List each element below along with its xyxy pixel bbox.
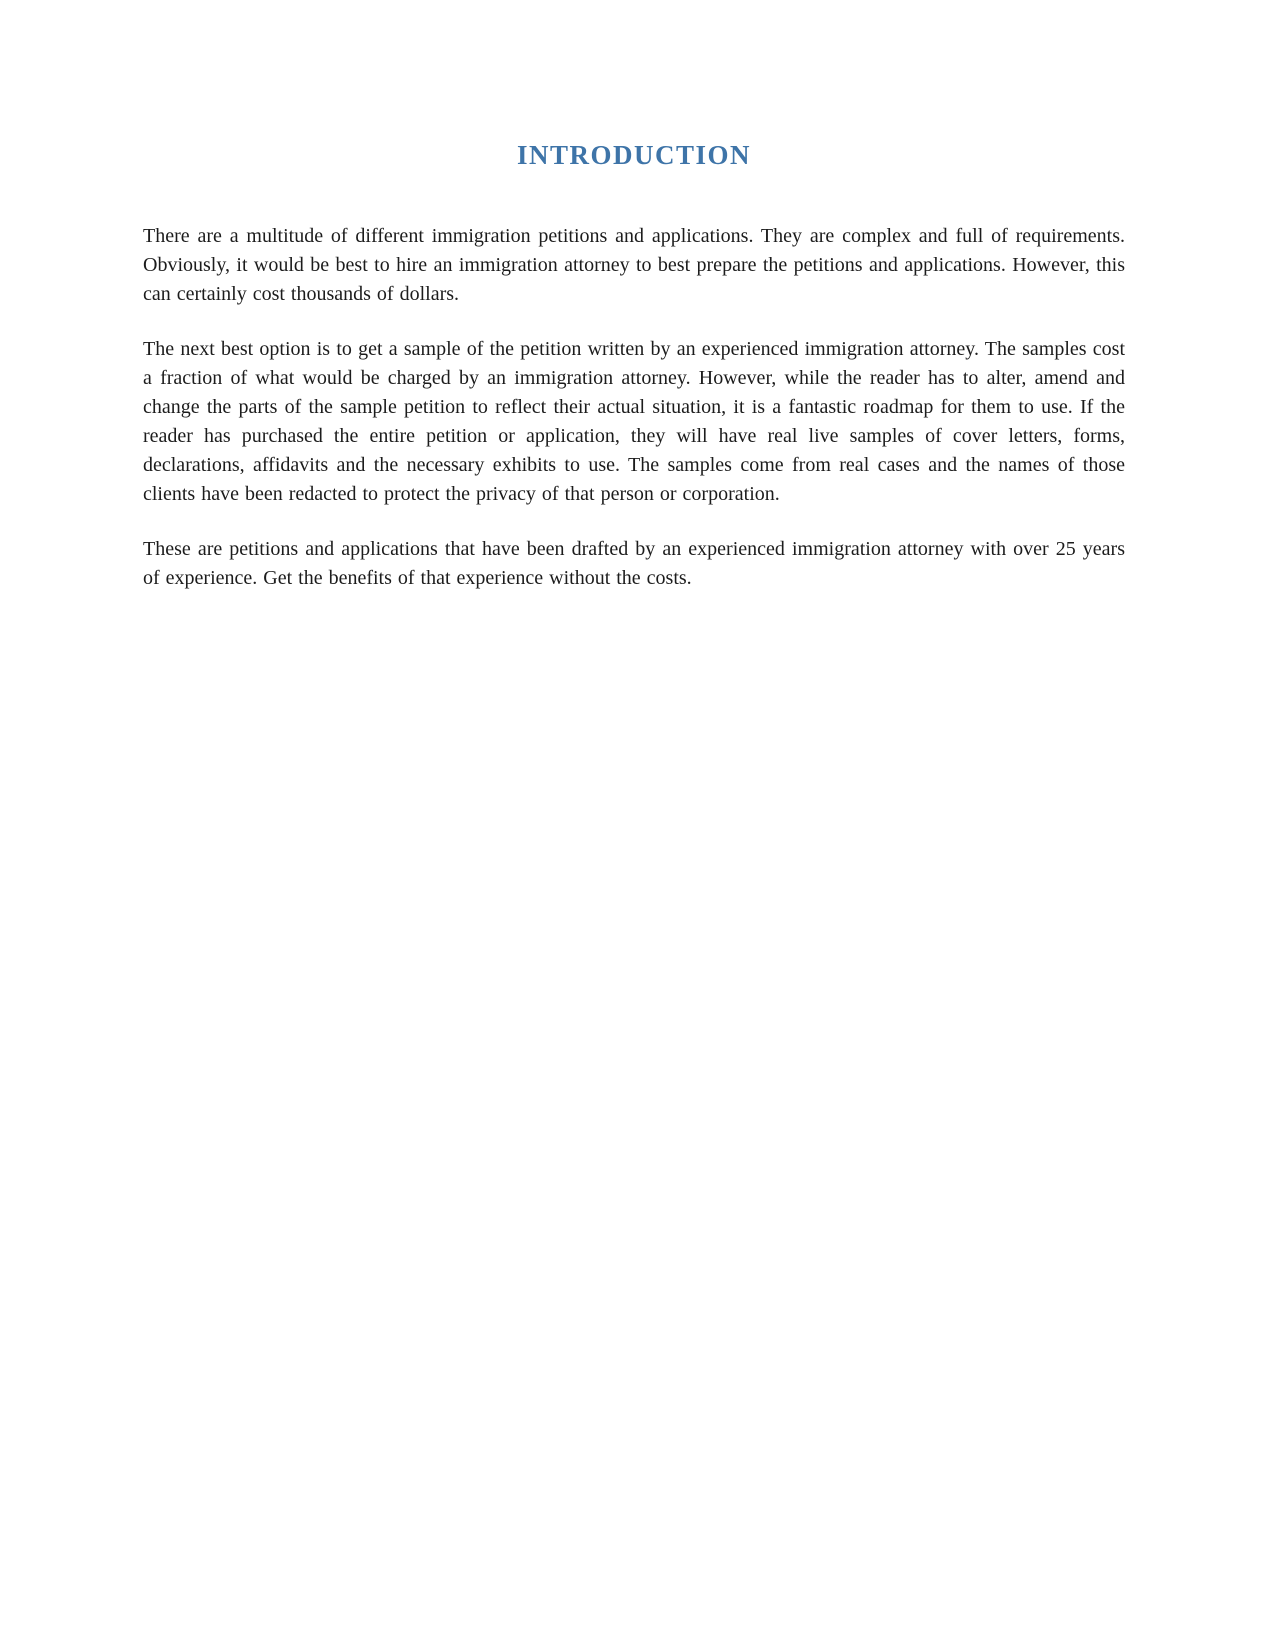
paragraph-2: The next best option is to get a sample of the petition written by an experienced immigration attorney. The samples cost a fraction of what would be charged by an immigration attorney. However, while the reader has to alter, amend and change the parts of the sample petition to reflect their actual situation, it is a fantastic roadmap for them to use. If the reader has purchased the entire petition or application, they will have real live samples of cover letters, forms, declarations, affidavits and the necessary exhibits to use. The samples come from real cases and the names of those clients have been redacted to protect the privacy of that person or corporation. <box>143 338 1125 505</box>
document-body <box>143 222 1125 593</box>
document-content <box>0 0 1275 593</box>
paragraph-3: These are petitions and applications that have been drafted by an experienced immigration attorney with over 25 years of experience. Get the benefits of that experience without the costs. <box>143 538 1125 589</box>
paragraph-1: There are a multitude of different immigration petitions and applications. They are complex and full of requirements. Obviously, it would be best to hire an immigration attorney to best prepare the petitions and applications. However, this can certainly cost thousands of dollars. <box>143 225 1125 305</box>
page-title: INTRODUCTION <box>516 140 752 170</box>
